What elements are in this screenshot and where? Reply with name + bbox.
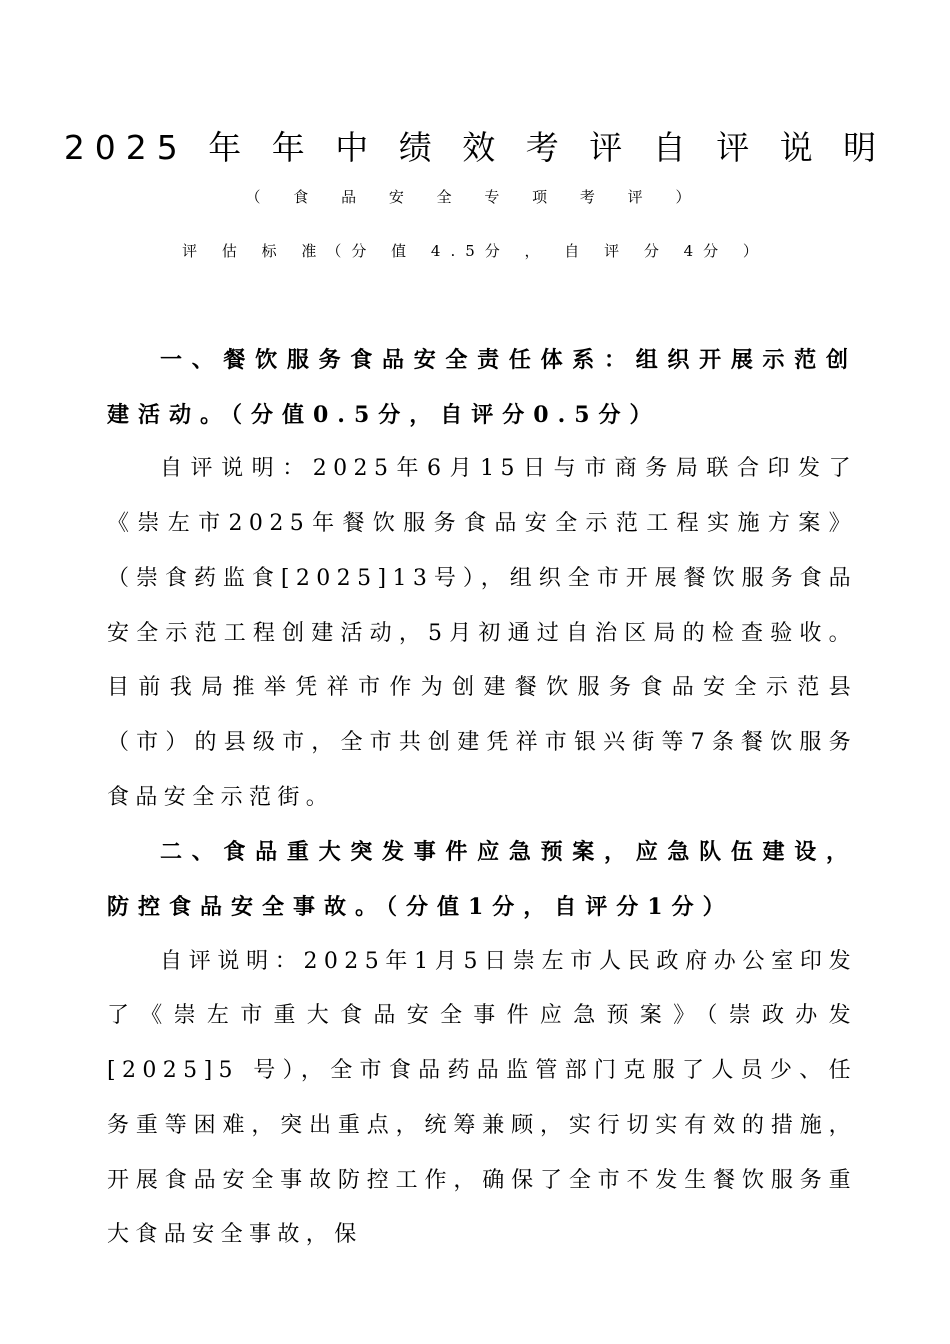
- section-2-text: 自评说明：2025年1月5日崇左市人民政府办公室印发了《崇左市重大食品安全事件应急预案》（崇政办发[2025]5 号），全市食品药品监管部门克服了人员少、任务重等困难，突出重点，统筹兼顾，实行切实有效的措施，开展食品安全事故防控工作，确保了全市不发生餐饮服务重大食品安全事故，保: [107, 948, 857, 1248]
- section-2-heading: 二、食品重大突发事件应急预案，应急队伍建设，防控食品安全事故。（分值1分，自评分1分）: [107, 839, 857, 921]
- evaluation-standard: 评 估 标 准（分 值 4.5分 ， 自 评 分 4分 ）: [182, 242, 768, 260]
- document-subtitle: （ 食 品 安 全 专 项 考 评 ）: [245, 188, 705, 206]
- section-1-text: 自评说明：2025年6月15日与市商务局联合印发了《崇左市2025年餐饮服务食品安全示范工程实施方案》（崇食药监食[2025]13号），组织全市开展餐饮服务食品安全示范工程创建活动，5月初通过自治区局的检查验收。目前我局推举凭祥市作为创建餐饮服务食品安全示范县（市）的县级市，全市共创建凭祥市银兴街等7条餐饮服务食品安全示范街。: [107, 456, 857, 810]
- document-title: 2025 年 年 中 绩 效 考 评 自 评 说 明: [63, 128, 887, 167]
- section-1-heading: 一、餐饮服务食品安全责任体系：组织开展示范创建活动。（分值0.5分，自评分0.5分）: [107, 347, 857, 428]
- document-body: [107, 333, 857, 1263]
